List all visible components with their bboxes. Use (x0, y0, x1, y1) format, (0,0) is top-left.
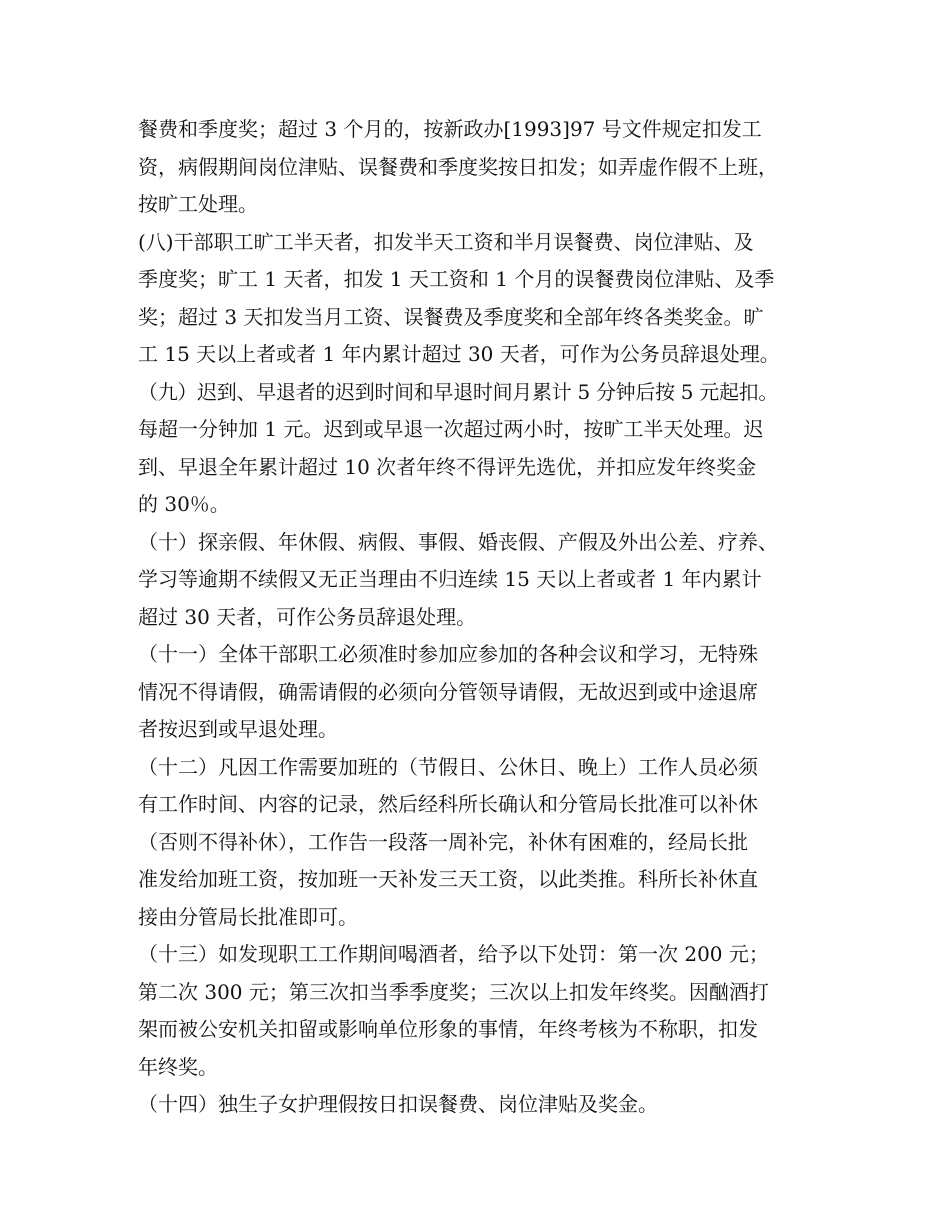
paragraph-14-line: （十四）独生子女护理假按日扣误餐费、岗位津贴及奖金。 (138, 1092, 658, 1116)
text-line: 每超一分钟加 1 元。迟到或早退一次超过两小时，按旷工半天处理。迟 (138, 417, 764, 441)
text-line: 情况不得请假，确需请假的必须向分管领导请假，无故迟到或中途退席 (138, 679, 758, 704)
text-line: 工 15 天以上者或者 1 年内累计超过 30 天者，可作为公务员辞退处理。 (138, 342, 780, 366)
text-line: 年终奖。 (138, 1054, 218, 1079)
text-line: 接由分管局长批准即可。 (138, 904, 358, 929)
text-line: 架而被公安机关扣留或影响单位形象的事情，年终考核为不称职，扣发 (138, 1017, 758, 1041)
text-line: 餐费和季度奖；超过 3 个月的，按新政办[1993]97 号文件规定扣发工 (138, 117, 762, 141)
text-line: 的 30％。 (138, 492, 230, 516)
document-body (138, 111, 828, 1124)
text-line: 准发给加班工资，按加班一天补发三天工资，以此类推。科所长补休直 (138, 867, 758, 891)
text-line: 学习等逾期不续假又无正当理由不归连续 15 天以上者或者 1 年内累计 (138, 567, 762, 591)
text-line: 第二次 300 元；第三次扣当季季度奖；三次以上扣发年终奖。因酗酒打 (138, 979, 769, 1004)
text-line: 按旷工处理。 (138, 192, 258, 216)
text-line: 奖；超过 3 天扣发当月工资、误餐费及季度奖和全部年终各类奖金。旷 (138, 304, 764, 329)
text-line: 季度奖；旷工 1 天者，扣发 1 天工资和 1 个月的误餐费岗位津贴、及季 (138, 267, 775, 291)
paragraph-8-line: (八)干部职工旷工半天者，扣发半天工资和半月误餐费、岗位津贴、及 (138, 229, 754, 254)
paragraph-11-line: （十一）全体干部职工必须准时参加应参加的各种会议和学习，无特殊 (138, 642, 758, 666)
text-line: 超过 30 天者，可作公务员辞退处理。 (138, 604, 477, 629)
text-line: 到、早退全年累计超过 10 次者年终不得评先选优，并扣应发年终奖金 (138, 454, 757, 479)
text-line: 者按迟到或早退处理。 (138, 717, 338, 741)
text-line: 有工作时间、内容的记录，然后经科所长确认和分管局长批准可以补休 (138, 792, 758, 816)
paragraph-13-line: （十三）如发现职工工作期间喝酒者，给予以下处罚：第一次 200 元； (138, 942, 769, 966)
text-line: （否则不得补休），工作告一段落一周补完，补休有困难的，经局长批 (138, 829, 748, 854)
text-line: 资，病假期间岗位津贴、误餐费和季度奖按日扣发；如弄虚作假不上班， (138, 154, 778, 179)
paragraph-10-line: （十）探亲假、年休假、病假、事假、婚丧假、产假及外出公差、疗养、 (138, 529, 778, 554)
paragraph-9-line: （九）迟到、早退者的迟到时间和早退时间月累计 5 分钟后按 5 元起扣。 (138, 379, 779, 404)
paragraph-12-line: （十二）凡因工作需要加班的（节假日、公休日、晚上）工作人员必须 (138, 754, 758, 779)
